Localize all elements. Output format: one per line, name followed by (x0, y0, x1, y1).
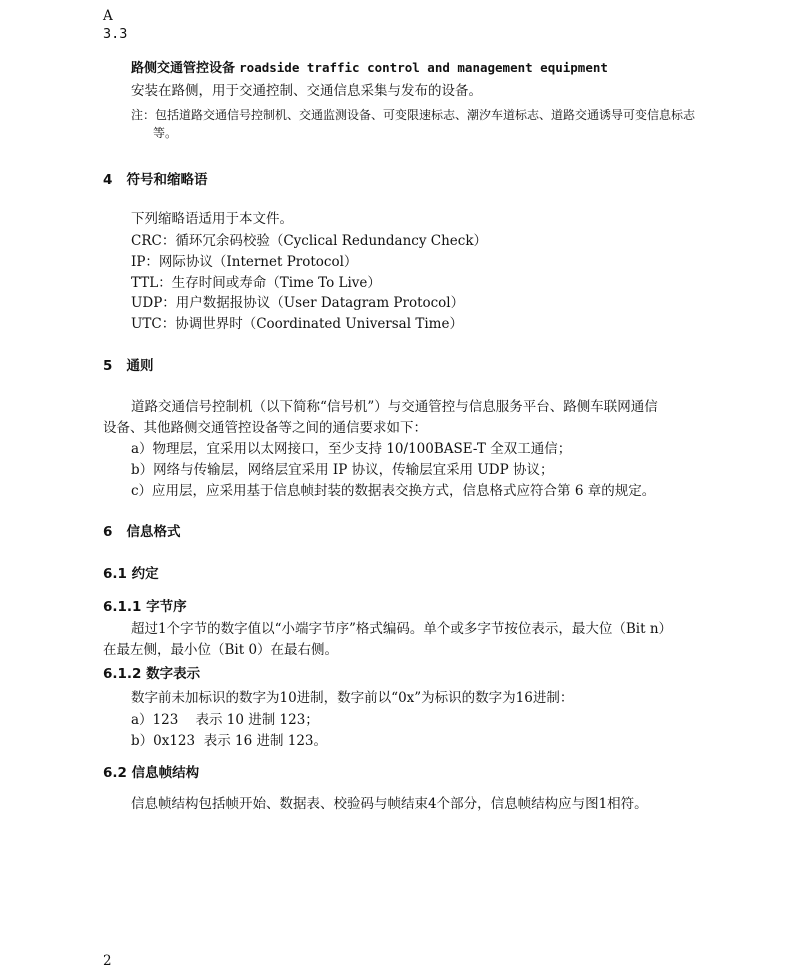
section-5-number: 5 (103, 358, 113, 374)
list-item: a）123 表示 10 进制 123； (131, 712, 319, 728)
term-zh: 路侧交通管控设备 (131, 61, 236, 76)
section-6-2-heading (103, 761, 199, 781)
page-number: 2 (103, 953, 112, 969)
abbr-item: IP：网际协议（Internet Protocol） (131, 254, 358, 270)
section-6-1-title: 约定 (131, 566, 159, 582)
section-5-para-line2: 设备、其他路侧交通管控设备等之间的通信要求如下： (103, 420, 427, 436)
section-5-title: 通则 (126, 358, 154, 374)
section-6-1-1-heading (103, 595, 187, 615)
section-6-1-1-line2: 在最左侧，最小位（Bit 0）在最右侧。 (103, 642, 339, 658)
section-6-2-line1: 信息帧结构包括帧开始、数据表、校验码与帧结束4个部分，信息帧结构应与图1相符。 (131, 796, 648, 812)
section-6-title: 信息格式 (126, 524, 181, 540)
section-6-1-1-title: 字节序 (146, 599, 187, 615)
section-5-heading (103, 354, 154, 374)
section-6-1-2-heading (103, 662, 200, 682)
section-6-1-heading (103, 562, 159, 582)
term-definition: 安装在路侧，用于交通控制、交通信息采集与发布的设备。 (131, 83, 482, 99)
section-4-number: 4 (103, 172, 113, 188)
term-note-line2: 等。 (153, 126, 178, 140)
header-letter: A (103, 8, 113, 24)
section-6-1-1-number: 6.1.1 (103, 599, 142, 615)
term-en: roadside traffic control and management equipment (239, 60, 608, 75)
section-4-intro: 下列缩略语适用于本文件。 (131, 211, 293, 227)
list-item: b）0x123 表示 16 进制 123。 (131, 733, 328, 749)
clause-number-3-3: 3.3 (103, 26, 128, 42)
section-6-1-number: 6.1 (103, 566, 127, 582)
abbr-item: UTC：协调世界时（Coordinated Universal Time） (131, 316, 463, 332)
section-6-2-number: 6.2 (103, 765, 127, 781)
section-5-para-line1: 道路交通信号控制机（以下简称“信号机”）与交通管控与信息服务平台、路侧车联网通信 (131, 399, 658, 415)
abbr-item: UDP：用户数据报协议（User Datagram Protocol） (131, 295, 465, 311)
abbr-item: CRC：循环冗余码校验（Cyclical Redundancy Check） (131, 233, 487, 249)
section-4-heading (103, 168, 208, 188)
section-6-number: 6 (103, 524, 113, 540)
section-4-title: 符号和缩略语 (126, 172, 208, 188)
list-item: c）应用层，应采用基于信息帧封装的数据表交换方式，信息格式应符合第 6 章的规定。 (131, 483, 656, 499)
section-6-2-title: 信息帧结构 (131, 765, 200, 781)
section-6-1-2-title: 数字表示 (146, 666, 201, 682)
term-note-line1: 注：包括道路交通信号控制机、交通监测设备、可变限速标志、潮汐车道标志、道路交通诱导可变信息标志 (131, 108, 696, 122)
section-6-1-2-line1: 数字前未加标识的数字为10进制，数字前以“0x”为标识的数字为16进制： (131, 690, 574, 706)
list-item: b）网络与传输层，网络层宜采用 IP 协议，传输层宜采用 UDP 协议； (131, 462, 554, 478)
section-6-heading (103, 520, 181, 540)
section-6-1-2-number: 6.1.2 (103, 666, 142, 682)
abbr-item: TTL：生存时间或寿命（Time To Live） (131, 275, 381, 291)
term-heading (131, 57, 608, 76)
list-item: a）物理层，宜采用以太网接口，至少支持 10/100BASE-T 全双工通信； (131, 441, 572, 457)
section-6-1-1-line1: 超过1个字节的数字值以“小端字节序”格式编码。单个或多字节按位表示，最大位（Bit n） (131, 621, 673, 637)
